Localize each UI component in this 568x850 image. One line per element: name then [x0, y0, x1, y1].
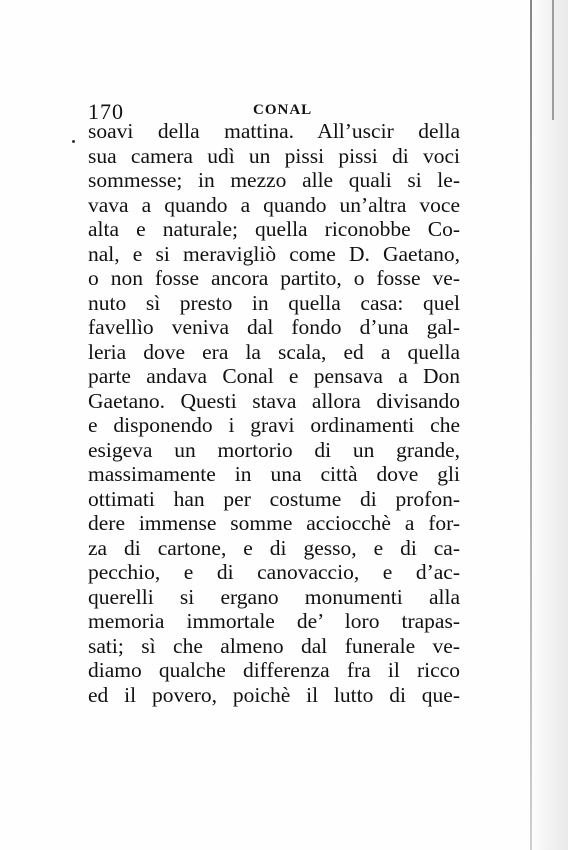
text-line: sati; sì che almeno dal funerale ve-	[88, 633, 460, 658]
page-edge-line	[530, 0, 532, 850]
page-header	[88, 99, 468, 124]
text-line: querelli si ergano monumenti alla	[88, 584, 460, 609]
text-line: ed il povero, poichè il lutto di que-	[88, 682, 460, 707]
margin-mark	[72, 140, 75, 143]
text-line: leria dove era la scala, ed a quella	[88, 339, 460, 364]
text-line: ottimati han per costume di profon-	[88, 486, 460, 511]
page-number: 170	[88, 99, 124, 124]
page-edge-line-outer	[552, 0, 554, 120]
text-line: e disponendo i gravi ordinamenti che	[88, 413, 460, 437]
text-line: dere immense somme acciocchè a for-	[88, 511, 460, 535]
text-line: esigeva un mortorio di un grande,	[88, 437, 460, 462]
text-line: nuto sì presto in quella casa: quel	[88, 290, 460, 315]
text-line: pecchio, e di canovaccio, e d’ac-	[88, 560, 460, 584]
page-edge-shadow	[530, 0, 568, 850]
text-line: memoria immortale de’ loro trapas-	[88, 609, 460, 633]
text-line: o non fosse ancora partito, o fosse ve-	[88, 266, 460, 290]
text-line: diamo qualche differenza fra il ricco	[88, 658, 460, 682]
text-line: alta e naturale; quella riconobbe Co-	[88, 217, 460, 241]
text-line: sua camera udì un pissi pissi di voci	[88, 143, 460, 168]
text-line: favellìo veniva dal fondo d’una gal-	[88, 315, 460, 339]
text-line: sommesse; in mezzo alle quali si le-	[88, 168, 460, 192]
text-line: soavi della mattina. All’uscir della	[88, 119, 460, 143]
text-line: parte andava Conal e pensava a Don	[88, 364, 460, 388]
running-head: CONAL	[253, 102, 313, 118]
text-line: nal, e si meravigliò come D. Gaetano,	[88, 241, 460, 266]
text-line: massimamente in una città dove gli	[88, 462, 460, 486]
text-line: za di cartone, e di gesso, e di ca-	[88, 535, 460, 560]
text-line: vava a quando a quando un’altra voce	[88, 192, 460, 217]
body-text	[88, 119, 460, 707]
text-line: Gaetano. Questi stava allora divisando	[88, 388, 460, 413]
